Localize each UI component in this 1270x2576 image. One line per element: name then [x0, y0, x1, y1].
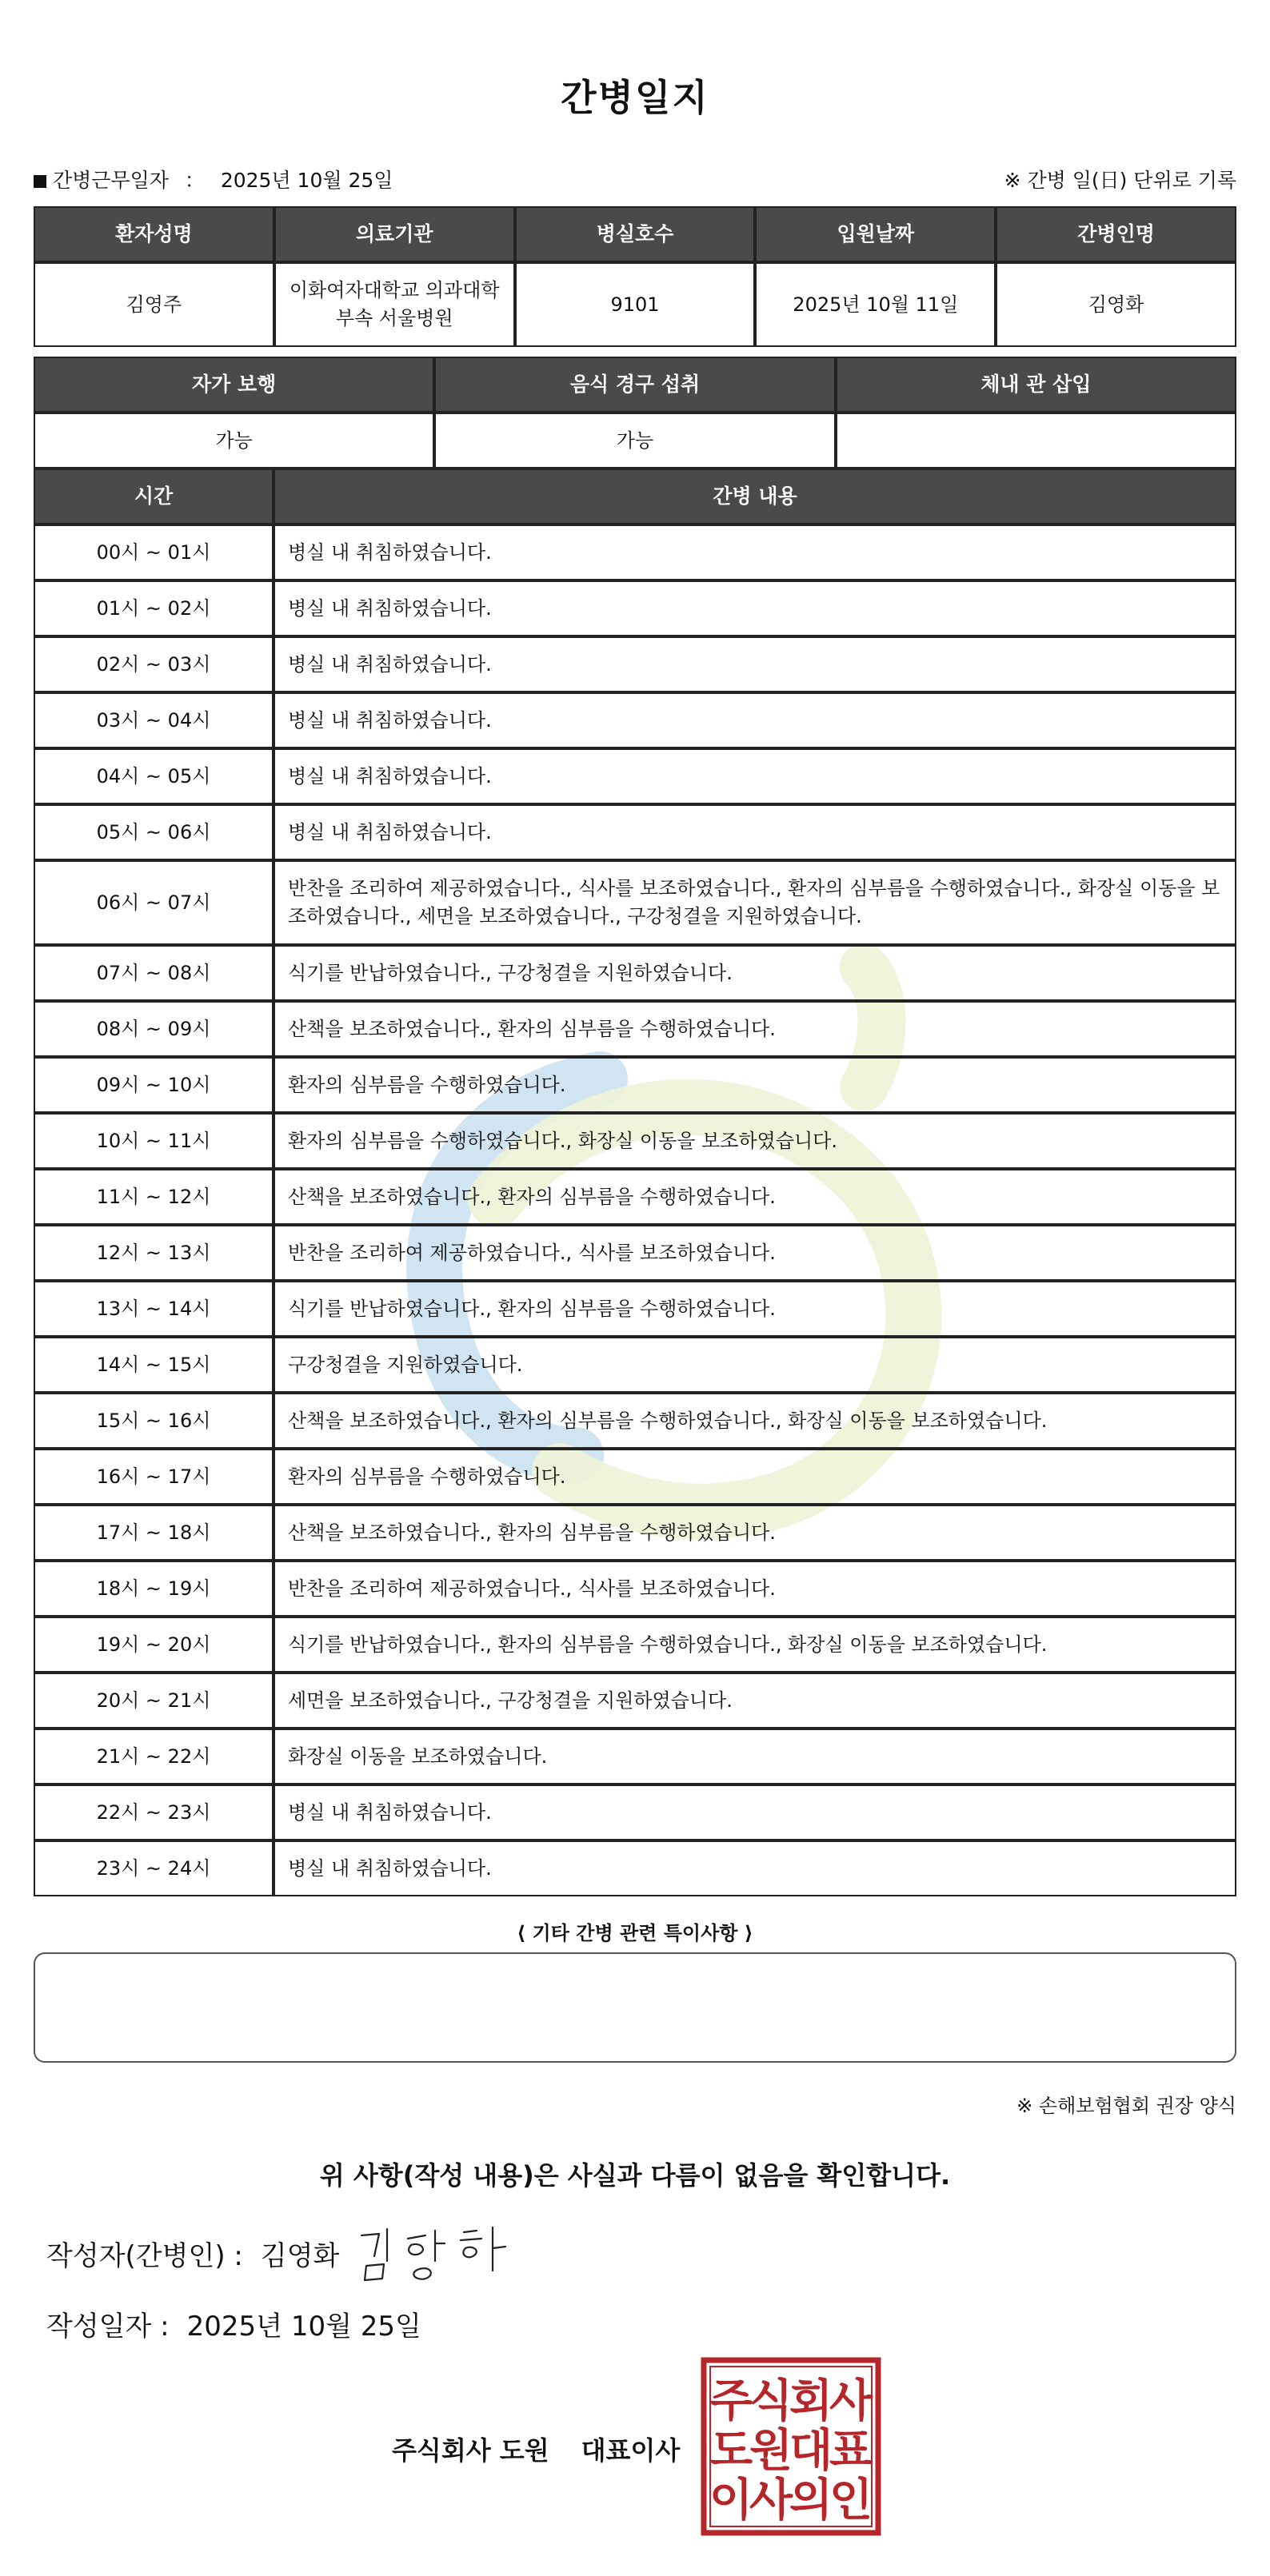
svg-text:원: 원 [749, 2425, 793, 2477]
care-log-row [34, 692, 1236, 748]
status-header-row [34, 357, 1236, 413]
written-date-value: 2025년 10월 25일 [186, 2311, 421, 2343]
care-log-content: 산책을 보조하였습니다., 환자의 심부름을 수행하였습니다. [274, 1169, 1236, 1225]
header-tube-insertion: 체내 관 삽입 [836, 357, 1236, 413]
care-log-content: 병실 내 취침하였습니다. [274, 692, 1236, 748]
caregiver-name: 김영화 [996, 262, 1236, 347]
care-log-time: 08시 ~ 09시 [34, 1001, 274, 1057]
care-log-row [34, 1840, 1236, 1896]
care-log-time: 11시 ~ 12시 [34, 1169, 274, 1225]
care-log-row [34, 1169, 1236, 1225]
writer-name: 김영화 [260, 2240, 340, 2272]
oral-intake-value: 가능 [434, 413, 835, 469]
care-log-time: 20시 ~ 21시 [34, 1673, 274, 1729]
patient-header-row [34, 206, 1236, 262]
care-log-content: 반찬을 조리하여 제공하였습니다., 식사를 보조하였습니다. [274, 1225, 1236, 1281]
work-date [34, 165, 393, 193]
self-walking-value: 가능 [34, 413, 434, 469]
status-value-row [34, 413, 1236, 469]
care-log-time: 01시 ~ 02시 [34, 580, 274, 636]
care-log-content: 병실 내 취침하였습니다. [274, 524, 1236, 580]
care-log-row [34, 636, 1236, 692]
writer-label: 작성자(간병인) : [46, 2240, 243, 2272]
care-log-content: 산책을 보조하였습니다., 환자의 심부름을 수행하였습니다. [274, 1001, 1236, 1057]
care-log-content: 병실 내 취침하였습니다. [274, 1784, 1236, 1840]
written-date-label: 작성일자 : [46, 2311, 170, 2343]
patient-status-table [34, 357, 1236, 469]
tube-insertion-value [836, 413, 1236, 469]
etc-notes-title: ⟨ 기타 간병 관련 특이사항 ⟩ [517, 1922, 753, 1944]
care-log-row [34, 1561, 1236, 1617]
care-log-content: 식기를 반납하였습니다., 구강청결을 지원하였습니다. [274, 945, 1236, 1001]
care-log-content: 병실 내 취침하였습니다. [274, 636, 1236, 692]
work-date-value: 2025년 10월 25일 [220, 169, 393, 192]
care-log-time: 17시 ~ 18시 [34, 1505, 274, 1561]
care-log-content: 반찬을 조리하여 제공하였습니다., 식사를 보조하였습니다., 환자의 심부름을 수행하였습니다., 화장실 이동을 보조하였습니다., 세면을 보조하였습니다., 구강청결을 지원하였습니다. [274, 860, 1236, 945]
room-number: 9101 [515, 262, 756, 347]
etc-notes-box [34, 1952, 1236, 2063]
care-log-time: 19시 ~ 20시 [34, 1617, 274, 1673]
svg-text:표: 표 [829, 2425, 873, 2477]
confirmation-statement: 위 사항(작성 내용)은 사실과 다름이 없음을 확인합니다. [319, 2160, 951, 2191]
header-caregiver-name: 간병인명 [996, 206, 1236, 262]
care-log-content: 식기를 반납하였습니다., 환자의 심부름을 수행하였습니다., 화장실 이동을 보조하였습니다. [274, 1617, 1236, 1673]
care-log-content: 환자의 심부름을 수행하였습니다. [274, 1449, 1236, 1505]
care-log-time: 16시 ~ 17시 [34, 1449, 274, 1505]
square-bullet-icon [34, 175, 46, 188]
company-name: 주식회사 도원 [392, 2435, 549, 2466]
recommend-note: ※ 손해보험협회 권장 양식 [1016, 2095, 1236, 2117]
care-log-time: 07시 ~ 08시 [34, 945, 274, 1001]
svg-text:대: 대 [789, 2425, 833, 2477]
patient-value-row [34, 262, 1236, 347]
header-self-walking: 자가 보행 [34, 357, 434, 413]
care-log-time: 06시 ~ 07시 [34, 860, 274, 945]
care-log-content: 환자의 심부름을 수행하였습니다. [274, 1057, 1236, 1113]
svg-text:인: 인 [829, 2474, 873, 2526]
care-log-content: 병실 내 취침하였습니다. [274, 1840, 1236, 1896]
care-log-row [34, 1113, 1236, 1169]
care-log-content: 병실 내 취침하였습니다. [274, 804, 1236, 860]
care-log-time: 18시 ~ 19시 [34, 1561, 274, 1617]
header-time: 시간 [34, 469, 274, 524]
care-log-time: 13시 ~ 14시 [34, 1281, 274, 1337]
care-log-time: 14시 ~ 15시 [34, 1337, 274, 1393]
care-log-row [34, 1449, 1236, 1505]
care-log-time: 09시 ~ 10시 [34, 1057, 274, 1113]
header-patient-name: 환자성명 [34, 206, 274, 262]
care-log-row [34, 945, 1236, 1001]
svg-text:사: 사 [749, 2474, 793, 2526]
care-log-row [34, 1281, 1236, 1337]
care-log-time: 00시 ~ 01시 [34, 524, 274, 580]
care-log-content: 구강청결을 지원하였습니다. [274, 1337, 1236, 1393]
care-log-time: 04시 ~ 05시 [34, 748, 274, 804]
care-log-row [34, 860, 1236, 945]
care-log-time: 03시 ~ 04시 [34, 692, 274, 748]
care-log-content: 화장실 이동을 보조하였습니다. [274, 1729, 1236, 1784]
svg-text:이: 이 [709, 2474, 753, 2526]
care-log-row [34, 1337, 1236, 1393]
header-room: 병실호수 [515, 206, 756, 262]
care-log-table [34, 469, 1236, 1896]
header-oral-intake: 음식 경구 섭취 [434, 357, 835, 413]
care-log-row [34, 748, 1236, 804]
care-log-row [34, 804, 1236, 860]
care-log-row [34, 1225, 1236, 1281]
care-log-time: 12시 ~ 13시 [34, 1225, 274, 1281]
care-log-row [34, 1393, 1236, 1449]
representative-title: 대표이사 [581, 2435, 681, 2466]
care-log-row [34, 1729, 1236, 1784]
unit-note: ※ 간병 일(日) 단위로 기록 [1004, 169, 1236, 192]
written-date-line [46, 2304, 421, 2343]
care-log-content: 환자의 심부름을 수행하였습니다., 화장실 이동을 보조하였습니다. [274, 1113, 1236, 1169]
care-log-time: 22시 ~ 23시 [34, 1784, 274, 1840]
care-log-row [34, 1784, 1236, 1840]
patient-info-table [34, 206, 1236, 347]
care-log-rows [34, 524, 1236, 1896]
page-title: 간병일지 [561, 76, 709, 119]
care-log-content: 산책을 보조하였습니다., 환자의 심부름을 수행하였습니다. [274, 1505, 1236, 1561]
care-log-row [34, 1505, 1236, 1561]
handwritten-signature [352, 2221, 512, 2285]
svg-text:도: 도 [709, 2425, 753, 2477]
care-log-time: 05시 ~ 06시 [34, 804, 274, 860]
admission-date: 2025년 10월 11일 [755, 262, 996, 347]
care-log-time: 10시 ~ 11시 [34, 1113, 274, 1169]
care-log-row [34, 1673, 1236, 1729]
care-log-time: 02시 ~ 03시 [34, 636, 274, 692]
care-log-content: 산책을 보조하였습니다., 환자의 심부름을 수행하였습니다., 화장실 이동을 보조하였습니다. [274, 1393, 1236, 1449]
care-log-row [34, 1001, 1236, 1057]
care-log-row [34, 580, 1236, 636]
care-log-header-row [34, 469, 1236, 524]
care-log-row [34, 1057, 1236, 1113]
work-date-separator: ： [184, 169, 205, 192]
care-log-row [34, 1617, 1236, 1673]
writer-line [46, 2234, 339, 2273]
header-hospital: 의료기관 [274, 206, 515, 262]
care-log-time: 23시 ~ 24시 [34, 1840, 274, 1896]
hospital-name: 이화여자대학교 의과대학 부속 서울병원 [274, 262, 515, 347]
patient-name: 김영주 [34, 262, 274, 347]
care-log-content: 식기를 반납하였습니다., 환자의 심부름을 수행하였습니다. [274, 1281, 1236, 1337]
company-line [392, 2430, 680, 2467]
svg-text:사: 사 [829, 2375, 873, 2427]
svg-text:의: 의 [789, 2474, 833, 2526]
work-date-label: 간병근무일자 [53, 169, 169, 192]
care-log-content: 병실 내 취침하였습니다. [274, 748, 1236, 804]
header-care-content: 간병 내용 [274, 469, 1236, 524]
header-admission-date: 입원날짜 [755, 206, 996, 262]
care-log-row [34, 524, 1236, 580]
care-log-content: 세면을 보조하였습니다., 구강청결을 지원하였습니다. [274, 1673, 1236, 1729]
care-log-content: 반찬을 조리하여 제공하였습니다., 식사를 보조하였습니다. [274, 1561, 1236, 1617]
company-seal-stamp [701, 2357, 881, 2536]
svg-text:주: 주 [709, 2375, 753, 2427]
svg-text:회: 회 [789, 2375, 833, 2427]
care-log-time: 15시 ~ 16시 [34, 1393, 274, 1449]
svg-text:식: 식 [749, 2375, 793, 2427]
care-log-content: 병실 내 취침하였습니다. [274, 580, 1236, 636]
care-log-time: 21시 ~ 22시 [34, 1729, 274, 1784]
